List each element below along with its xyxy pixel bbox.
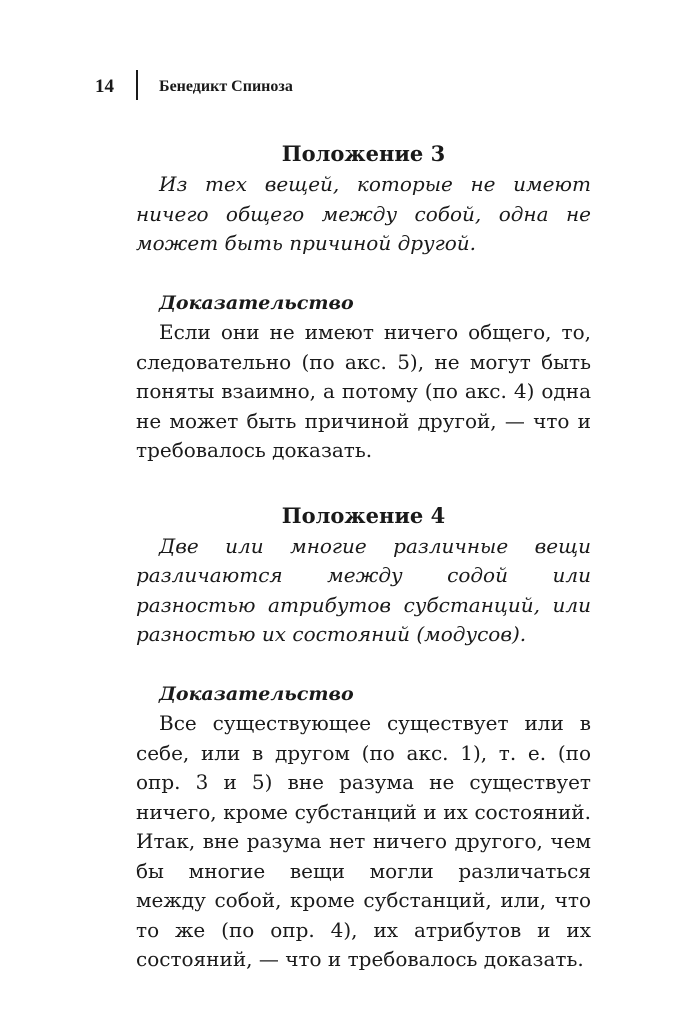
proof-text-3: Если они не имеют ничего общего, то, следовательно (по акс. 5), не могут быть поняты взаимно, а потому (по акс. 4) одна не может быть причиной другой, — что и требовалось доказать. xyxy=(136,320,591,462)
spacer xyxy=(136,259,591,289)
proof-label-3: Доказательство xyxy=(159,291,354,314)
page-header xyxy=(0,70,691,104)
spacer xyxy=(136,466,591,500)
header-divider xyxy=(136,70,138,100)
statement-4: Две или многие различные вещи различаются между содой или разностью атрибутов субстанций, или разностью их состояний (модусов). xyxy=(136,533,591,646)
page-body xyxy=(136,138,591,975)
page-number: 14 xyxy=(95,76,114,97)
section-title-4: Положение 4 xyxy=(281,502,446,528)
statement-3: Из тех вещей, которые не имеют ничего общего между собой, одна не может быть причиной другой. xyxy=(136,172,591,255)
running-title: Бенедикт Спиноза xyxy=(159,78,293,95)
section-title-3: Положение 3 xyxy=(281,141,446,166)
proof-text-4: Все существующее существует или в себе, или в другом (по акс. 1), т. е. (по опр. 3 и 5) вне разума не существует ничего, кроме субстанций и их состояний. Итак, вне разума нет ничего другого, чем бы многие вещи могли различаться между собой, кроме субстанций, или, что то же (по опр. 4), их атрибутов и их состояний, — что и требовалось доказать. xyxy=(136,711,591,971)
proof-label-4: Доказательство xyxy=(159,682,354,705)
spacer xyxy=(136,650,591,680)
